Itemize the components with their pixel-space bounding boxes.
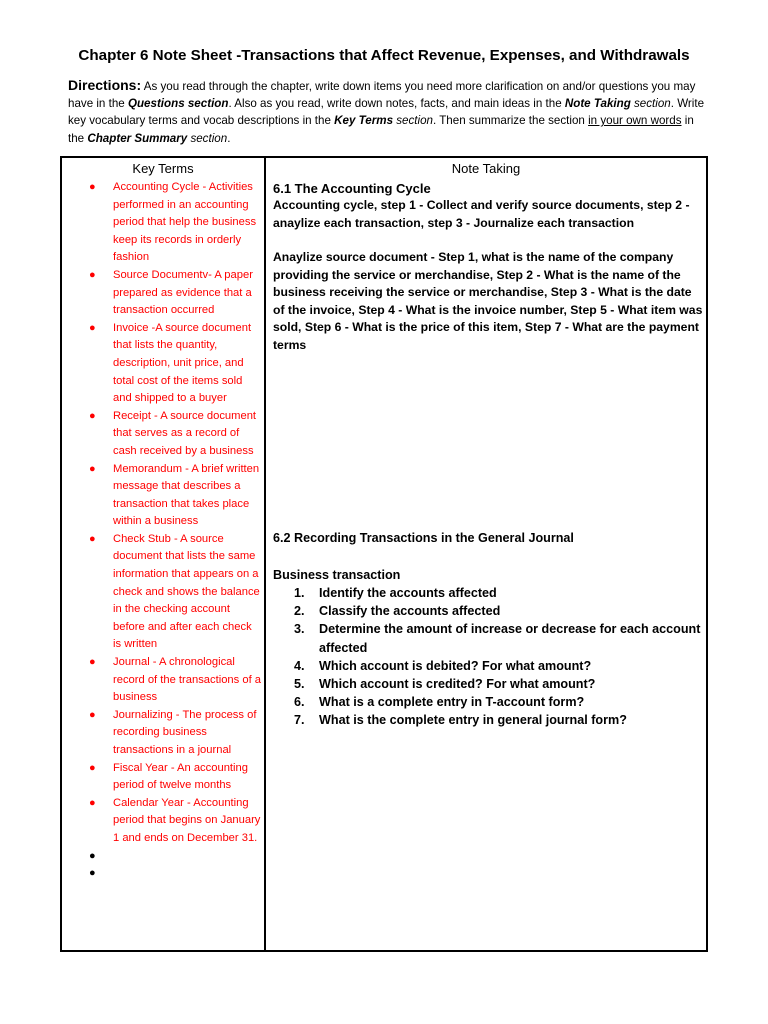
key-term-item bbox=[84, 531, 262, 654]
key-terms-header: Key Terms bbox=[132, 161, 194, 176]
bullet-icon: ● bbox=[89, 321, 96, 334]
step-text: Determine the amount of increase or decrease for each account affected bbox=[319, 622, 701, 655]
bullet-icon: ● bbox=[89, 181, 96, 193]
transaction-step bbox=[273, 675, 703, 693]
accounting-cycle-note: Accounting cycle, step 1 - Collect and verify source documents, step 2 - anaylize each transaction, step 3 - Journalize each transaction bbox=[273, 198, 690, 230]
key-term-text: Invoice -A source document that lists the quantity, description, unit price, and total cost of the items sold and shipped to a buyer bbox=[113, 321, 252, 405]
directions: Directions: As you read through the chapter, write down items you need more clarification on and/or questions you may have in the Questions section. Also as you read, write down notes, facts, and main ideas in the Note Taking section. Write key vocabulary terms and vocab descriptions in the Key Terms section. Then summarize the section in your own words in the Chapter Summary section. bbox=[68, 77, 705, 145]
key-term-text: Source Documentv- A paper prepared as evidence that a transaction occurred bbox=[113, 268, 253, 317]
key-terms-list bbox=[84, 179, 262, 883]
bullet-icon: ● bbox=[89, 462, 96, 475]
section-6-2-title: 6.2 Recording Transactions in the General Journal bbox=[273, 531, 574, 545]
key-term-item bbox=[84, 760, 262, 795]
transaction-step bbox=[273, 657, 703, 675]
step-text: Which account is debited? For what amount? bbox=[319, 658, 592, 673]
step-number: 6. bbox=[294, 695, 305, 710]
step-number: 3. bbox=[294, 622, 305, 637]
business-transaction-label: Business transaction bbox=[273, 568, 401, 582]
transaction-step bbox=[273, 620, 703, 656]
key-term-text: Check Stub - A source document that lists the same information that appears on a check and shows the balance in the checking account before and after each check is written bbox=[113, 532, 260, 651]
key-term-text: Journalizing - The process of recording business transactions in a journal bbox=[113, 708, 257, 756]
transaction-step bbox=[273, 711, 703, 729]
key-terms-column bbox=[62, 158, 264, 950]
step-text: Which account is credited? For what amount? bbox=[319, 677, 596, 692]
empty-key-term-item bbox=[84, 848, 262, 866]
bullet-icon: ● bbox=[89, 796, 96, 809]
key-term-item bbox=[84, 408, 262, 461]
key-term-text: Fiscal Year - An accounting period of twelve months bbox=[113, 761, 248, 792]
bullet-icon: ● bbox=[89, 656, 96, 669]
step-number: 2. bbox=[294, 604, 305, 619]
note-taking-column bbox=[266, 158, 706, 950]
source-document-note: Anaylize source document - Step 1, what is the name of the company providing the service or merchandise, Step 2 - What is the name of the business receiving the service or merchandise, Step 3 - What is the date of the invoice, Step 4 - What is the invoice number, Step 5 - What item was sold, Step 6 - What is the price of this item, Step 7 - What are the payment terms bbox=[273, 250, 703, 352]
key-term-text: Memorandum - A brief written message that describes a transaction that takes place within a business bbox=[113, 462, 260, 528]
step-text: What is the complete entry in general journal form? bbox=[319, 713, 627, 728]
own-words-ref: in your own words bbox=[588, 114, 682, 128]
step-number: 5. bbox=[294, 677, 305, 692]
step-text: What is a complete entry in T-account form? bbox=[319, 695, 585, 710]
bullet-icon: ● bbox=[89, 409, 96, 422]
step-text: Classify the accounts affected bbox=[319, 604, 501, 619]
key-term-item bbox=[84, 179, 262, 267]
transaction-step bbox=[273, 693, 703, 711]
key-term-text: Accounting Cycle - Activities performed in an accounting period that help the business keep its records in orderly fashion bbox=[113, 181, 257, 264]
key-term-item bbox=[84, 267, 262, 320]
step-number: 1. bbox=[294, 586, 305, 600]
transaction-steps-list bbox=[273, 584, 703, 730]
bullet-icon: ● bbox=[89, 761, 96, 774]
key-terms-ref: Key Terms bbox=[334, 114, 394, 128]
key-term-text: Journal - A chronological record of the transactions of a business bbox=[113, 656, 262, 704]
key-term-item bbox=[84, 320, 262, 408]
key-term-text: Receipt - A source document that serves as a record of cash received by a business bbox=[113, 409, 257, 457]
step-number: 4. bbox=[294, 658, 305, 673]
key-term-item bbox=[84, 654, 262, 707]
questions-section-ref: Questions section bbox=[127, 97, 229, 111]
transaction-step bbox=[273, 602, 703, 620]
note-taking-ref: Note Taking bbox=[564, 97, 631, 111]
bullet-icon: ● bbox=[89, 532, 96, 545]
note-taking-header: Note Taking bbox=[451, 161, 521, 176]
step-text: Identify the accounts affected bbox=[319, 586, 497, 600]
key-term-text: Calendar Year - Accounting period that begins on January 1 and ends on December 31. bbox=[113, 796, 261, 844]
step-number: 7. bbox=[294, 713, 305, 728]
page-title: Chapter 6 Note Sheet -Transactions that Affect Revenue, Expenses, and Withdrawals bbox=[78, 47, 690, 64]
key-term-item bbox=[84, 795, 262, 848]
key-term-item bbox=[84, 461, 262, 531]
section-6-1-title: 6.1 The Accounting Cycle bbox=[273, 181, 431, 196]
bullet-icon: ● bbox=[89, 867, 96, 880]
transaction-step bbox=[273, 584, 703, 602]
notes-table bbox=[60, 156, 708, 952]
chapter-summary-ref: Chapter Summary bbox=[87, 131, 188, 145]
key-term-item bbox=[84, 707, 262, 760]
empty-key-term-item bbox=[84, 865, 262, 883]
bullet-icon: ● bbox=[89, 708, 96, 721]
bullet-icon: ● bbox=[89, 849, 96, 862]
bullet-icon: ● bbox=[89, 268, 96, 281]
directions-label: Directions: bbox=[68, 77, 142, 93]
